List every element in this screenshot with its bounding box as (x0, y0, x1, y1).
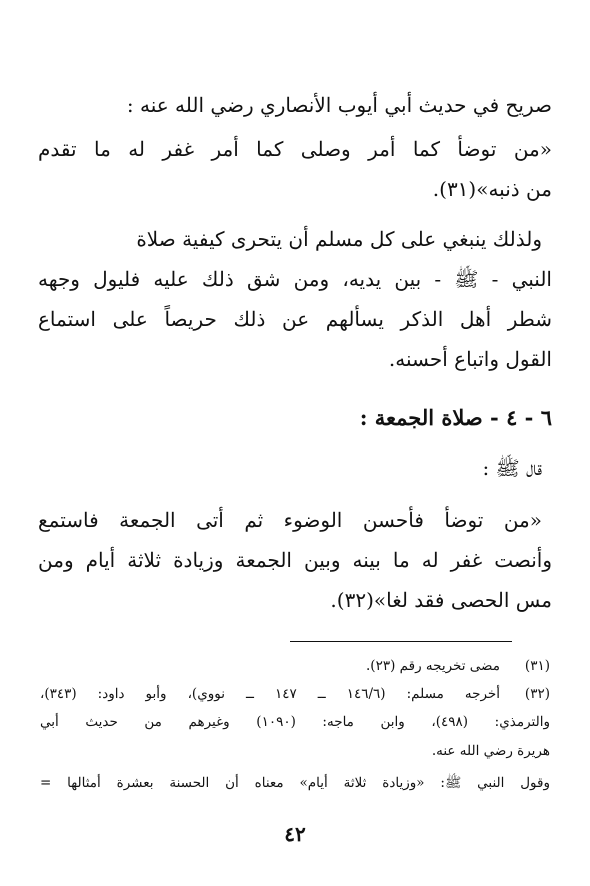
footnote-text: مضى تخريجه رقم (٢٣). (366, 658, 500, 674)
body-line: القول واتباع أحسنه. (388, 347, 552, 371)
page-number: ٤٢ (284, 822, 306, 846)
body-line: النبي - ﷺ - بين يديه، ومن شق ذلك عليه فليول وجهه (38, 267, 552, 291)
footnote-number: (٣٢) (524, 686, 550, 702)
footnote-text: أخرجه مسلم: (١٤٦/٦ ــ ١٤٧ ــ نووي)، وأبو داود: (٣٤٣)، (40, 686, 501, 702)
footnote-text: هريرة رضي الله عنه. (431, 743, 550, 759)
body-line: مس الحصى فقد لغا»(٣٢). (330, 588, 552, 612)
body-line: وأنصت غفر له ما بينه وبين الجمعة وزيادة ثلاثة أيام ومن (38, 548, 552, 572)
body-line: قال ﷺ : (482, 456, 542, 480)
body-line: من ذنبه»(٣١). (432, 177, 552, 201)
body-line: شطر أهل الذكر يسألهم عن ذلك حريصاً على استماع (38, 307, 552, 331)
footnote-divider (290, 641, 512, 642)
body-line: «من توضأ فأحسن الوضوء ثم أتى الجمعة فاستمع (38, 508, 542, 532)
footnote-text: وقول النبي ﷺ: «وزيادة ثلاثة أيام» معناه أن الحسنة بعشرة أمثالها = (40, 775, 550, 791)
section-heading: ٦ - ٤ - صلاة الجمعة : (359, 405, 552, 430)
body-line: «من توضأ كما أمر وصلى كما أمر غفر له ما تقدم (38, 137, 552, 161)
footnote-text: والترمذي: (٤٩٨)، وابن ماجه: (١٠٩٠) وغيرهم من حديث أبي (40, 714, 550, 730)
footnote-number: (٣١) (524, 658, 550, 674)
body-line: ولذلك ينبغي على كل مسلم أن يتحرى كيفية صلاة (136, 227, 542, 251)
body-line: صريح في حديث أبي أيوب الأنصاري رضي الله عنه : (126, 93, 552, 117)
